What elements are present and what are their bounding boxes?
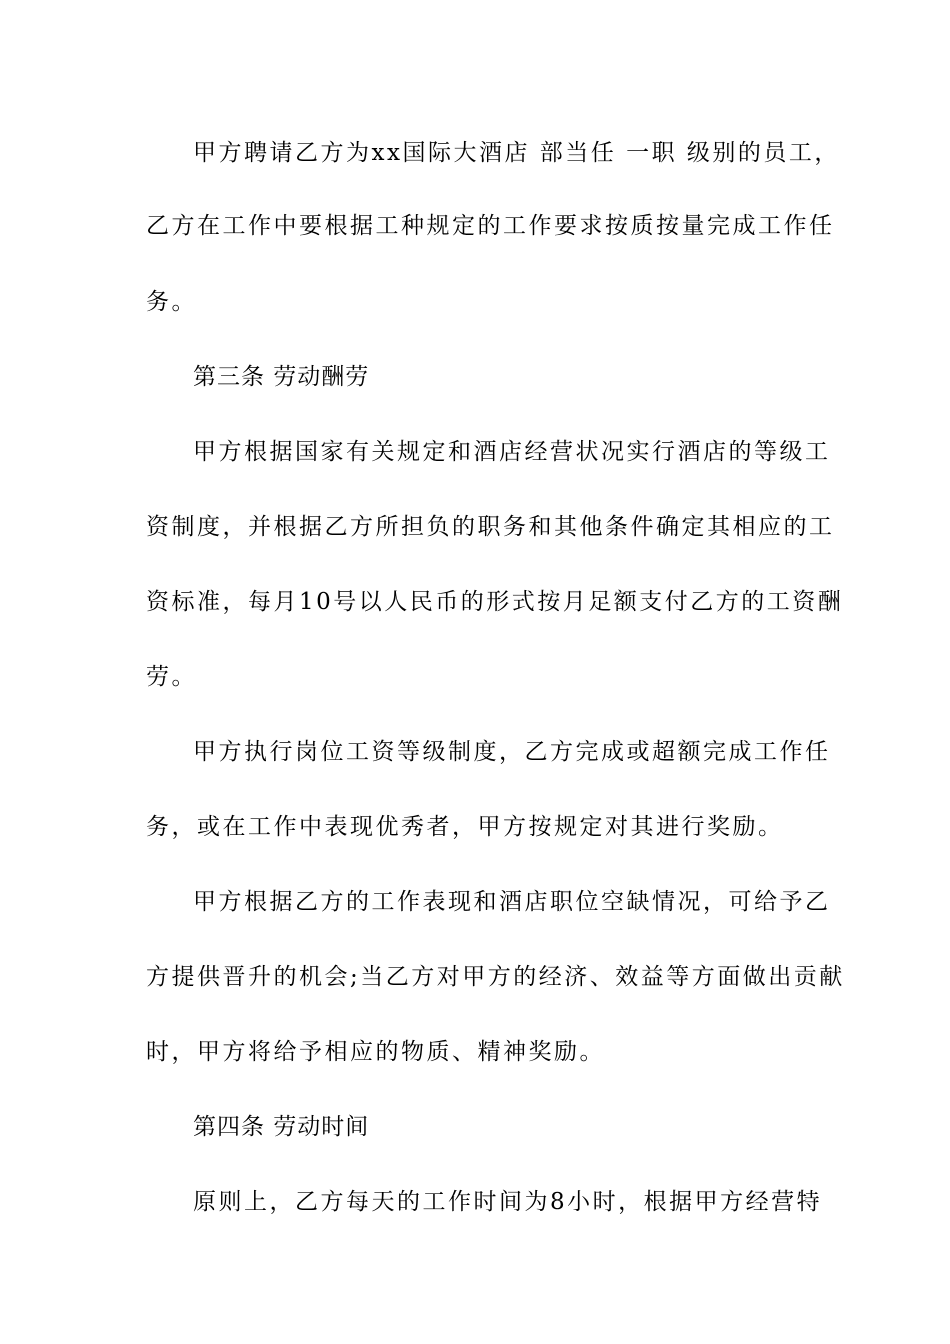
paragraph-line: 务。: [146, 289, 197, 315]
paragraph-line: 甲方执行岗位工资等级制度，乙方完成或超额完成工作任: [193, 739, 831, 765]
paragraph-line: 甲方聘请乙方为xx国际大酒店 部当任 一职 级别的员工，: [193, 140, 840, 166]
paragraph-line: 时，甲方将给予相应的物质、精神奖励。: [146, 1039, 605, 1065]
paragraph-line: 劳。: [146, 664, 197, 690]
article-4-heading: 第四条 劳动时间: [193, 1114, 370, 1140]
paragraph-line: 甲方根据国家有关规定和酒店经营状况实行酒店的等级工: [193, 439, 831, 465]
paragraph-line: 乙方在工作中要根据工种规定的工作要求按质按量完成工作任: [146, 213, 835, 239]
paragraph-line: 甲方根据乙方的工作表现和酒店职位空缺情况，可给予乙: [193, 889, 831, 915]
paragraph-line: 原则上，乙方每天的工作时间为8小时，根据甲方经营特: [193, 1189, 823, 1215]
paragraph-line: 方提供晋升的机会;当乙方对甲方的经济、效益等方面做出贡献: [146, 964, 845, 990]
paragraph-line: 资标准，每月10号以人民币的形式按月足额支付乙方的工资酬: [146, 589, 844, 615]
paragraph-line: 务，或在工作中表现优秀者，甲方按规定对其进行奖励。: [146, 814, 784, 840]
paragraph-line: 资制度，并根据乙方所担负的职务和其他条件确定其相应的工: [146, 514, 835, 540]
article-3-heading: 第三条 劳动酬劳: [193, 364, 370, 390]
